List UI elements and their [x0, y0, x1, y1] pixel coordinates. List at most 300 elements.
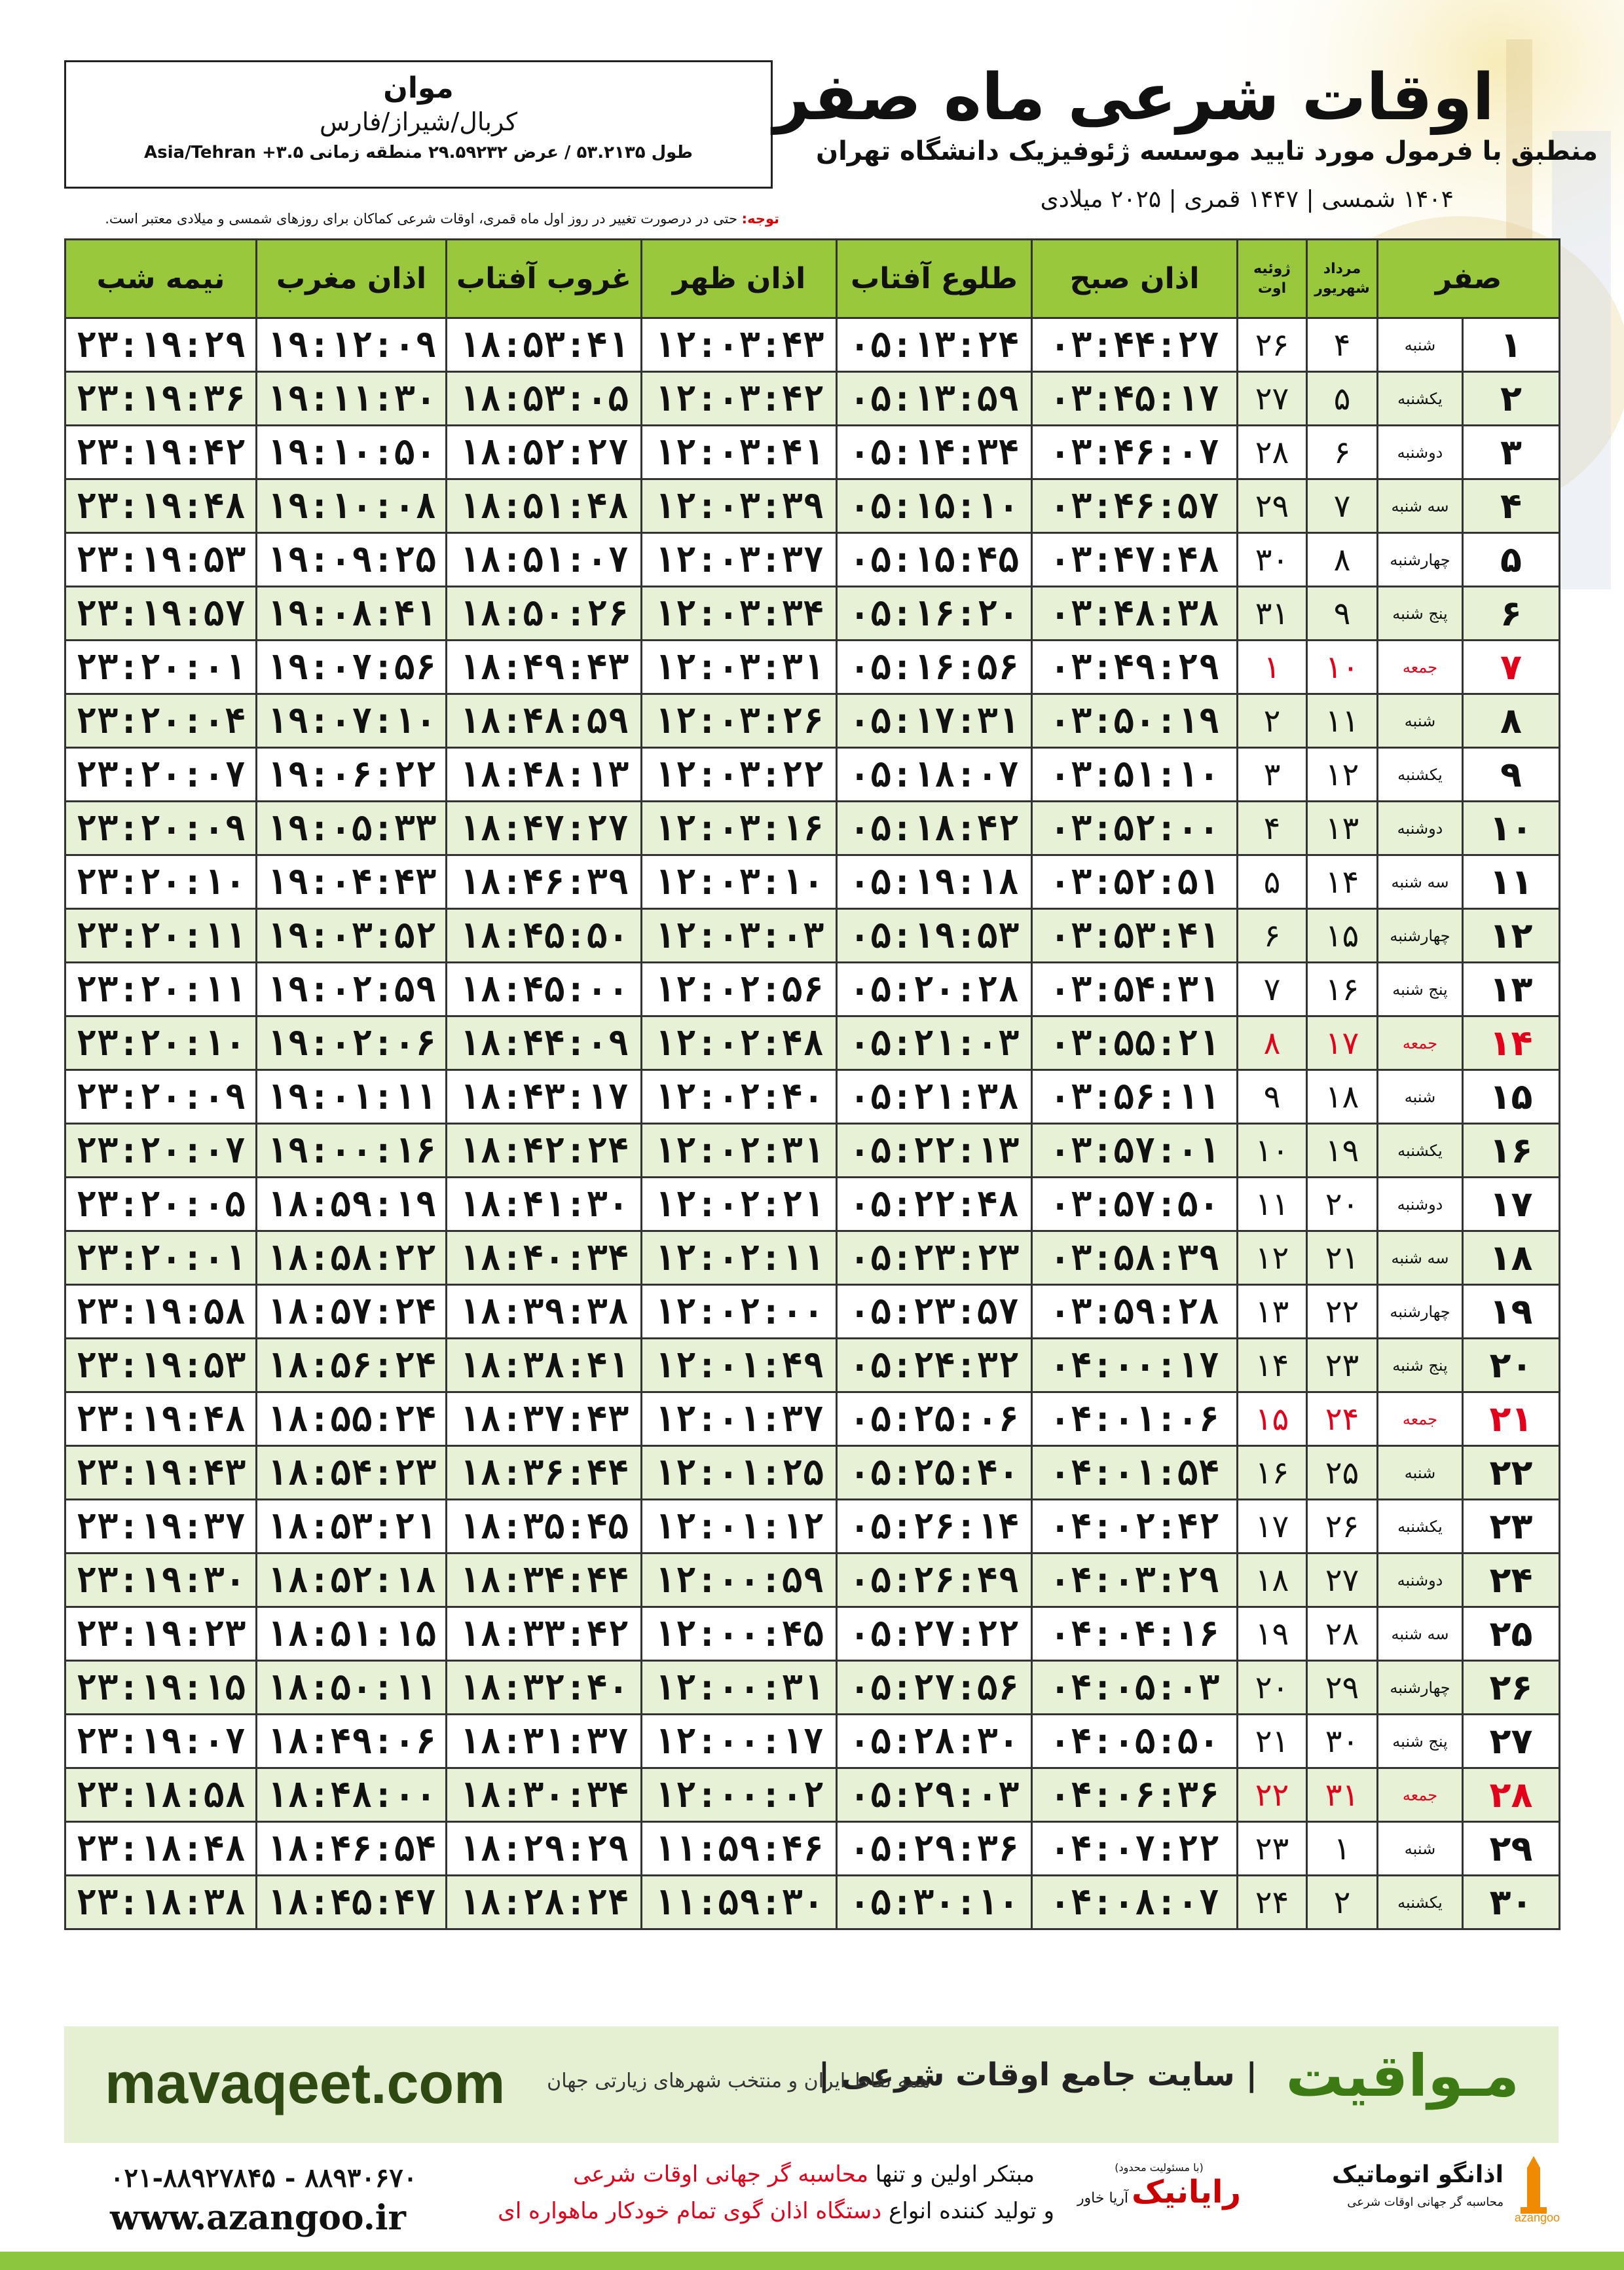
weekday: جمعه [1378, 641, 1463, 694]
maghrib-time: ۱۹:۰۲:۰۶ [257, 1016, 447, 1070]
weekday: یکشنبه [1378, 1876, 1463, 1929]
midnight-time: ۲۳:۱۸:۵۸ [65, 1768, 257, 1822]
dhuhr-time: ۱۲:۰۳:۰۳ [642, 909, 837, 963]
midnight-time: ۲۳:۲۰:۱۱ [65, 963, 257, 1016]
miladi-day: ۶ [1238, 909, 1307, 963]
table-row [65, 1822, 1560, 1876]
city-coordinates: طول ۵۳.۲۱۳۵ / عرض ۲۹.۵۹۲۳۲ منطقه زمانی ۳.۵+ Asia/Tehran [144, 143, 693, 162]
table-row [65, 318, 1560, 372]
miladi-day: ۲۳ [1238, 1822, 1307, 1876]
fajr-time: ۰۴:۰۱:۰۶ [1032, 1392, 1238, 1446]
weekday: شنبه [1378, 694, 1463, 748]
weekday: دوشنبه [1378, 1178, 1463, 1231]
promo1-highlight: محاسبه گر جهانی اوقات شرعی [573, 2161, 868, 2187]
midnight-time: ۲۳:۲۰:۱۰ [65, 855, 257, 909]
midnight-time: ۲۳:۱۸:۴۸ [65, 1822, 257, 1876]
dhuhr-time: ۱۲:۰۳:۴۲ [642, 372, 837, 426]
maghrib-time: ۱۸:۵۲:۱۸ [257, 1554, 447, 1607]
promo2-text: و تولید کننده انواع [881, 2198, 1054, 2224]
header-fajr: اذان صبح [1032, 240, 1238, 318]
miladi-day: ۲۶ [1238, 318, 1307, 372]
promo2-highlight: دستگاه اذان گوی تمام خودکار ماهواره ای [498, 2198, 882, 2224]
midnight-time: ۲۳:۱۹:۴۸ [65, 1392, 257, 1446]
sunrise-time: ۰۵:۲۳:۵۷ [837, 1285, 1032, 1339]
dhuhr-time: ۱۲:۰۰:۴۵ [642, 1607, 837, 1661]
table-row [65, 1392, 1560, 1446]
maghrib-time: ۱۹:۰۲:۵۹ [257, 963, 447, 1016]
sunrise-time: ۰۵:۲۵:۴۰ [837, 1446, 1032, 1500]
fajr-time: ۰۴:۰۸:۰۷ [1032, 1876, 1238, 1929]
day-number: ۲ [1463, 372, 1560, 426]
fajr-time: ۰۳:۵۹:۲۸ [1032, 1285, 1238, 1339]
maghrib-time: ۱۸:۵۳:۲۱ [257, 1500, 447, 1554]
header-month: صفر [1378, 240, 1560, 318]
table-row [65, 372, 1560, 426]
day-number: ۹ [1463, 748, 1560, 802]
table-row [65, 479, 1560, 533]
midnight-time: ۲۳:۲۰:۰۱ [65, 1231, 257, 1285]
weekday: پنج شنبه [1378, 1339, 1463, 1392]
table-row [65, 963, 1560, 1016]
day-number: ۲۳ [1463, 1500, 1560, 1554]
day-number: ۶ [1463, 587, 1560, 641]
sunset-time: ۱۸:۵۱:۴۸ [447, 479, 642, 533]
midnight-time: ۲۳:۱۹:۲۹ [65, 318, 257, 372]
miladi-day: ۴ [1238, 802, 1307, 855]
shamsi-day: ۷ [1307, 479, 1378, 533]
fajr-time: ۰۳:۵۵:۲۱ [1032, 1016, 1238, 1070]
sunset-time: ۱۸:۴۵:۵۰ [447, 909, 642, 963]
table-row [65, 533, 1560, 587]
sunrise-time: ۰۵:۲۱:۳۸ [837, 1070, 1032, 1124]
midnight-time: ۲۳:۲۰:۱۰ [65, 1016, 257, 1070]
miladi-day: ۳ [1238, 748, 1307, 802]
dhuhr-time: ۱۲:۰۲:۲۱ [642, 1178, 837, 1231]
miladi-day: ۲ [1238, 694, 1307, 748]
miladi-day: ۵ [1238, 855, 1307, 909]
weekday: جمعه [1378, 1016, 1463, 1070]
shamsi-day: ۶ [1307, 426, 1378, 479]
shamsi-day: ۱۵ [1307, 909, 1378, 963]
sunset-time: ۱۸:۳۶:۴۴ [447, 1446, 642, 1500]
sunrise-time: ۰۵:۱۸:۰۷ [837, 748, 1032, 802]
dhuhr-time: ۱۲:۰۰:۱۷ [642, 1715, 837, 1768]
sunset-time: ۱۸:۵۱:۰۷ [447, 533, 642, 587]
year-dates: ۱۴۰۴ شمسی | ۱۴۴۷ قمری | ۲۰۲۵ میلادی [1040, 186, 1454, 213]
sunrise-time: ۰۵:۱۹:۵۳ [837, 909, 1032, 963]
maghrib-time: ۱۹:۰۸:۴۱ [257, 587, 447, 641]
dhuhr-time: ۱۲:۰۳:۱۰ [642, 855, 837, 909]
fajr-time: ۰۳:۵۳:۴۱ [1032, 909, 1238, 963]
table-row [65, 855, 1560, 909]
midnight-time: ۲۳:۲۰:۰۴ [65, 694, 257, 748]
sunset-time: ۱۸:۴۷:۲۷ [447, 802, 642, 855]
dhuhr-time: ۱۲:۰۱:۳۷ [642, 1392, 837, 1446]
sunset-time: ۱۸:۳۵:۴۵ [447, 1500, 642, 1554]
day-number: ۱۸ [1463, 1231, 1560, 1285]
weekday: چهارشنبه [1378, 533, 1463, 587]
sunset-time: ۱۸:۴۶:۳۹ [447, 855, 642, 909]
miladi-day: ۱۲ [1238, 1231, 1307, 1285]
fajr-time: ۰۴:۰۰:۱۷ [1032, 1339, 1238, 1392]
maghrib-time: ۱۹:۱۱:۳۰ [257, 372, 447, 426]
fajr-time: ۰۴:۰۱:۵۴ [1032, 1446, 1238, 1500]
fajr-time: ۰۳:۴۶:۰۷ [1032, 426, 1238, 479]
miladi-day: ۱۱ [1238, 1178, 1307, 1231]
sunset-time: ۱۸:۴۸:۱۳ [447, 748, 642, 802]
weekday: شنبه [1378, 318, 1463, 372]
fajr-time: ۰۴:۰۵:۵۰ [1032, 1715, 1238, 1768]
fajr-time: ۰۴:۰۳:۲۹ [1032, 1554, 1238, 1607]
day-number: ۲۹ [1463, 1822, 1560, 1876]
weekday: شنبه [1378, 1070, 1463, 1124]
sunrise-time: ۰۵:۲۹:۰۳ [837, 1768, 1032, 1822]
shamsi-day: ۱۳ [1307, 802, 1378, 855]
shamsi-day: ۱۲ [1307, 748, 1378, 802]
sunset-time: ۱۸:۲۹:۲۹ [447, 1822, 642, 1876]
sunset-time: ۱۸:۴۱:۳۰ [447, 1178, 642, 1231]
shamsi-day: ۲۱ [1307, 1231, 1378, 1285]
day-number: ۱۶ [1463, 1124, 1560, 1178]
maghrib-time: ۱۹:۰۴:۴۳ [257, 855, 447, 909]
prayer-times-table [64, 238, 1560, 1930]
day-number: ۸ [1463, 694, 1560, 748]
footer-promo-line1 [573, 2161, 1035, 2187]
sunset-time: ۱۸:۴۲:۲۴ [447, 1124, 642, 1178]
fajr-time: ۰۳:۵۲:۵۱ [1032, 855, 1238, 909]
day-number: ۲۰ [1463, 1339, 1560, 1392]
day-number: ۱۱ [1463, 855, 1560, 909]
dhuhr-time: ۱۲:۰۳:۱۶ [642, 802, 837, 855]
maghrib-time: ۱۸:۵۸:۲۲ [257, 1231, 447, 1285]
midnight-time: ۲۳:۱۹:۵۳ [65, 533, 257, 587]
maghrib-time: ۱۸:۵۹:۱۹ [257, 1178, 447, 1231]
weekday: پنج شنبه [1378, 1715, 1463, 1768]
header-shamsi: مرداد شهریور [1307, 240, 1378, 318]
weekday: یکشنبه [1378, 1124, 1463, 1178]
midnight-time: ۲۳:۲۰:۰۵ [65, 1178, 257, 1231]
city-name: موان [383, 71, 454, 105]
table-row [65, 1339, 1560, 1392]
sunrise-time: ۰۵:۲۵:۰۶ [837, 1392, 1032, 1446]
midnight-time: ۲۳:۱۹:۱۵ [65, 1661, 257, 1715]
table-row [65, 1500, 1560, 1554]
shamsi-day: ۱۱ [1307, 694, 1378, 748]
maghrib-time: ۱۹:۱۰:۰۸ [257, 479, 447, 533]
footer-phones: ۰۲۱-۸۸۹۲۷۸۴۵ - ۸۸۹۳۰۶۷۰ [110, 2163, 418, 2193]
sunrise-time: ۰۵:۲۶:۴۹ [837, 1554, 1032, 1607]
dhuhr-time: ۱۲:۰۱:۴۹ [642, 1339, 837, 1392]
fajr-time: ۰۳:۵۷:۰۱ [1032, 1124, 1238, 1178]
fajr-time: ۰۳:۵۰:۱۹ [1032, 694, 1238, 748]
shamsi-day: ۲۵ [1307, 1446, 1378, 1500]
rayanik-logo [1061, 2161, 1257, 2227]
azangoo-logo [1331, 2155, 1560, 2227]
maghrib-time: ۱۸:۵۱:۱۵ [257, 1607, 447, 1661]
sunset-time: ۱۸:۳۲:۴۰ [447, 1661, 642, 1715]
sunset-time: ۱۸:۴۳:۱۷ [447, 1070, 642, 1124]
fajr-time: ۰۴:۰۴:۱۶ [1032, 1607, 1238, 1661]
table-row [65, 1661, 1560, 1715]
note-label: توجه: [741, 211, 779, 227]
sunset-time: ۱۸:۵۲:۲۷ [447, 426, 642, 479]
shamsi-day: ۲۹ [1307, 1661, 1378, 1715]
table-row [65, 641, 1560, 694]
weekday: سه شنبه [1378, 479, 1463, 533]
maghrib-time: ۱۹:۱۲:۰۹ [257, 318, 447, 372]
miladi-day: ۲۹ [1238, 479, 1307, 533]
header-maghrib: اذان مغرب [257, 240, 447, 318]
midnight-time: ۲۳:۲۰:۰۷ [65, 748, 257, 802]
shamsi-day: ۹ [1307, 587, 1378, 641]
sunrise-time: ۰۵:۱۵:۴۵ [837, 533, 1032, 587]
maghrib-time: ۱۹:۰۰:۱۶ [257, 1124, 447, 1178]
miladi-day: ۲۱ [1238, 1715, 1307, 1768]
miladi-day: ۳۰ [1238, 533, 1307, 587]
sunset-time: ۱۸:۳۱:۳۷ [447, 1715, 642, 1768]
sunrise-time: ۰۵:۱۵:۱۰ [837, 479, 1032, 533]
day-number: ۲۸ [1463, 1768, 1560, 1822]
fajr-time: ۰۳:۴۸:۳۸ [1032, 587, 1238, 641]
weekday: شنبه [1378, 1822, 1463, 1876]
dhuhr-time: ۱۲:۰۲:۰۰ [642, 1285, 837, 1339]
midnight-time: ۲۳:۱۹:۳۶ [65, 372, 257, 426]
table-row [65, 587, 1560, 641]
table-body [65, 318, 1560, 1929]
table-row [65, 1124, 1560, 1178]
day-number: ۲۵ [1463, 1607, 1560, 1661]
weekday: چهارشنبه [1378, 1661, 1463, 1715]
maghrib-time: ۱۹:۰۹:۲۵ [257, 533, 447, 587]
dhuhr-time: ۱۲:۰۲:۳۱ [642, 1124, 837, 1178]
dhuhr-time: ۱۲:۰۱:۱۲ [642, 1500, 837, 1554]
footer-website-link[interactable]: www.azangoo.ir [110, 2198, 406, 2238]
shamsi-day: ۱۴ [1307, 855, 1378, 909]
shamsi-day: ۲۷ [1307, 1554, 1378, 1607]
day-number: ۱ [1463, 318, 1560, 372]
fajr-time: ۰۳:۴۹:۲۹ [1032, 641, 1238, 694]
shamsi-day: ۲۲ [1307, 1285, 1378, 1339]
day-number: ۲۶ [1463, 1661, 1560, 1715]
shamsi-day: ۲۰ [1307, 1178, 1378, 1231]
sunset-time: ۱۸:۵۳:۰۵ [447, 372, 642, 426]
sunset-time: ۱۸:۵۰:۲۶ [447, 587, 642, 641]
sunset-time: ۱۸:۳۸:۴۱ [447, 1339, 642, 1392]
rayanik-logo-name: رایانیک [1132, 2174, 1242, 2210]
fajr-time: ۰۴:۰۷:۲۲ [1032, 1822, 1238, 1876]
sunset-time: ۱۸:۴۰:۳۴ [447, 1231, 642, 1285]
sunrise-time: ۰۵:۲۷:۵۶ [837, 1661, 1032, 1715]
midnight-time: ۲۳:۱۹:۲۳ [65, 1607, 257, 1661]
miladi-day: ۷ [1238, 963, 1307, 1016]
day-number: ۲۷ [1463, 1715, 1560, 1768]
fajr-time: ۰۴:۰۲:۴۲ [1032, 1500, 1238, 1554]
miladi-day: ۲۷ [1238, 372, 1307, 426]
miladi-day: ۱۳ [1238, 1285, 1307, 1339]
miladi-day: ۱۹ [1238, 1607, 1307, 1661]
weekday: سه شنبه [1378, 1231, 1463, 1285]
sunrise-time: ۰۵:۱۳:۲۴ [837, 318, 1032, 372]
dhuhr-time: ۱۱:۵۹:۴۶ [642, 1822, 837, 1876]
shamsi-day: ۱۸ [1307, 1070, 1378, 1124]
azangoo-logo-sub: محاسبه گر جهانی اوقات شرعی [1347, 2195, 1504, 2209]
midnight-time: ۲۳:۲۰:۰۹ [65, 802, 257, 855]
dhuhr-time: ۱۲:۰۲:۴۸ [642, 1016, 837, 1070]
fajr-time: ۰۳:۵۲:۰۰ [1032, 802, 1238, 855]
day-number: ۷ [1463, 641, 1560, 694]
weekday: دوشنبه [1378, 426, 1463, 479]
miladi-day: ۳۱ [1238, 587, 1307, 641]
shamsi-day: ۲۶ [1307, 1500, 1378, 1554]
sunset-time: ۱۸:۳۳:۴۲ [447, 1607, 642, 1661]
shamsi-day: ۲۴ [1307, 1392, 1378, 1446]
weekday: سه شنبه [1378, 855, 1463, 909]
table-row [65, 1768, 1560, 1822]
weekday: دوشنبه [1378, 802, 1463, 855]
day-number: ۲۴ [1463, 1554, 1560, 1607]
page-title: اوقات شرعی ماه صفر [773, 60, 1494, 135]
sunset-time: ۱۸:۳۹:۳۸ [447, 1285, 642, 1339]
day-number: ۱۲ [1463, 909, 1560, 963]
fajr-time: ۰۳:۵۱:۱۰ [1032, 748, 1238, 802]
maghrib-time: ۱۹:۰۷:۵۶ [257, 641, 447, 694]
table-row [65, 1016, 1560, 1070]
dhuhr-time: ۱۲:۰۲:۵۶ [642, 963, 837, 1016]
sunrise-time: ۰۵:۱۳:۵۹ [837, 372, 1032, 426]
sunrise-time: ۰۵:۱۷:۳۱ [837, 694, 1032, 748]
table-row [65, 1446, 1560, 1500]
day-number: ۱۷ [1463, 1178, 1560, 1231]
rayanik-logo-sub: آریا خاور [1077, 2190, 1129, 2206]
maghrib-time: ۱۸:۵۵:۲۴ [257, 1392, 447, 1446]
dhuhr-time: ۱۲:۰۲:۴۰ [642, 1070, 837, 1124]
dhuhr-time: ۱۲:۰۳:۴۳ [642, 318, 837, 372]
header-sunrise: طلوع آفتاب [837, 240, 1032, 318]
day-number: ۱۰ [1463, 802, 1560, 855]
day-number: ۲۱ [1463, 1392, 1560, 1446]
dhuhr-time: ۱۲:۰۳:۳۱ [642, 641, 837, 694]
shamsi-day: ۳۰ [1307, 1715, 1378, 1768]
sunset-time: ۱۸:۴۹:۴۳ [447, 641, 642, 694]
sunrise-time: ۰۵:۱۴:۳۴ [837, 426, 1032, 479]
midnight-time: ۲۳:۱۸:۳۸ [65, 1876, 257, 1929]
fajr-time: ۰۳:۴۵:۱۷ [1032, 372, 1238, 426]
midnight-time: ۲۳:۲۰:۰۷ [65, 1124, 257, 1178]
banner-site-name: مـواقیت [1285, 2042, 1519, 2110]
banner-url-link[interactable]: mavaqeet.com [105, 2051, 506, 2115]
note-text: حتی در درصورت تغییر در روز اول ماه قمری، اوقات شرعی کماکان برای روزهای شمسی و میلادی معتبر است. [105, 211, 742, 227]
maghrib-time: ۱۸:۵۷:۲۴ [257, 1285, 447, 1339]
dhuhr-time: ۱۲:۰۱:۲۵ [642, 1446, 837, 1500]
sunrise-time: ۰۵:۲۴:۳۲ [837, 1339, 1032, 1392]
sunrise-time: ۰۵:۲۷:۲۲ [837, 1607, 1032, 1661]
sunrise-time: ۰۵:۲۲:۴۸ [837, 1178, 1032, 1231]
table-row [65, 802, 1560, 855]
fajr-time: ۰۳:۵۶:۱۱ [1032, 1070, 1238, 1124]
miladi-day: ۱۶ [1238, 1446, 1307, 1500]
weekday: جمعه [1378, 1768, 1463, 1822]
miladi-day: ۱۰ [1238, 1124, 1307, 1178]
sunset-time: ۱۸:۴۵:۰۰ [447, 963, 642, 1016]
table-row [65, 426, 1560, 479]
shamsi-day: ۲۳ [1307, 1339, 1378, 1392]
weekday: دوشنبه [1378, 1554, 1463, 1607]
midnight-time: ۲۳:۲۰:۰۹ [65, 1070, 257, 1124]
bottom-green-bar [0, 2252, 1624, 2270]
table-row [65, 694, 1560, 748]
shamsi-day: ۱ [1307, 1822, 1378, 1876]
shamsi-day: ۲۸ [1307, 1607, 1378, 1661]
location-box [64, 60, 773, 189]
day-number: ۱۴ [1463, 1016, 1560, 1070]
midnight-time: ۲۳:۱۹:۵۸ [65, 1285, 257, 1339]
table-row [65, 1554, 1560, 1607]
sunrise-time: ۰۵:۱۶:۵۶ [837, 641, 1032, 694]
sunrise-time: ۰۵:۲۹:۳۶ [837, 1822, 1032, 1876]
dhuhr-time: ۱۲:۰۳:۲۶ [642, 694, 837, 748]
sunrise-time: ۰۵:۲۱:۰۳ [837, 1016, 1032, 1070]
weekday: پنج شنبه [1378, 587, 1463, 641]
fajr-time: ۰۳:۵۷:۵۰ [1032, 1178, 1238, 1231]
shamsi-day: ۲ [1307, 1876, 1378, 1929]
table-row [65, 909, 1560, 963]
table-row [65, 1285, 1560, 1339]
miladi-day: ۲۸ [1238, 426, 1307, 479]
note [20, 211, 779, 227]
sunset-time: ۱۸:۳۷:۴۳ [447, 1392, 642, 1446]
table-row [65, 1607, 1560, 1661]
day-number: ۳ [1463, 426, 1560, 479]
sunrise-time: ۰۵:۱۶:۲۰ [837, 587, 1032, 641]
midnight-time: ۲۳:۱۹:۵۷ [65, 587, 257, 641]
shamsi-day: ۱۶ [1307, 963, 1378, 1016]
weekday: یکشنبه [1378, 1500, 1463, 1554]
midnight-time: ۲۳:۱۹:۴۸ [65, 479, 257, 533]
shamsi-day: ۸ [1307, 533, 1378, 587]
fajr-time: ۰۴:۰۶:۳۶ [1032, 1768, 1238, 1822]
weekday: یکشنبه [1378, 372, 1463, 426]
day-number: ۱۵ [1463, 1070, 1560, 1124]
sunrise-time: ۰۵:۳۰:۱۰ [837, 1876, 1032, 1929]
sunrise-time: ۰۵:۲۳:۲۳ [837, 1231, 1032, 1285]
miladi-day: ۱۵ [1238, 1392, 1307, 1446]
table-row [65, 1178, 1560, 1231]
miladi-day: ۱ [1238, 641, 1307, 694]
sunrise-time: ۰۵:۲۸:۳۰ [837, 1715, 1032, 1768]
midnight-time: ۲۳:۱۹:۰۷ [65, 1715, 257, 1768]
sunrise-time: ۰۵:۲۲:۱۳ [837, 1124, 1032, 1178]
maghrib-time: ۱۹:۰۳:۵۲ [257, 909, 447, 963]
banner-tagline: | سایت جامع اوقات شرعی | [818, 2056, 1257, 2093]
day-number: ۱۳ [1463, 963, 1560, 1016]
azangoo-minaret-icon [1507, 2155, 1560, 2220]
sunset-time: ۱۸:۴۴:۰۹ [447, 1016, 642, 1070]
sunset-time: ۱۸:۲۸:۲۴ [447, 1876, 642, 1929]
maghrib-time: ۱۸:۵۴:۲۳ [257, 1446, 447, 1500]
sunrise-time: ۰۵:۲۰:۲۸ [837, 963, 1032, 1016]
dhuhr-time: ۱۲:۰۳:۳۷ [642, 533, 837, 587]
sunrise-time: ۰۵:۲۶:۱۴ [837, 1500, 1032, 1554]
header-dhuhr: اذان ظهر [642, 240, 837, 318]
miladi-day: ۹ [1238, 1070, 1307, 1124]
dhuhr-time: ۱۱:۵۹:۳۰ [642, 1876, 837, 1929]
fajr-time: ۰۳:۵۴:۳۱ [1032, 963, 1238, 1016]
miladi-day: ۱۸ [1238, 1554, 1307, 1607]
fajr-time: ۰۳:۴۴:۲۷ [1032, 318, 1238, 372]
maghrib-time: ۱۹:۰۶:۲۲ [257, 748, 447, 802]
header-miladi: ژوئیه اوت [1238, 240, 1307, 318]
midnight-time: ۲۳:۱۹:۴۳ [65, 1446, 257, 1500]
